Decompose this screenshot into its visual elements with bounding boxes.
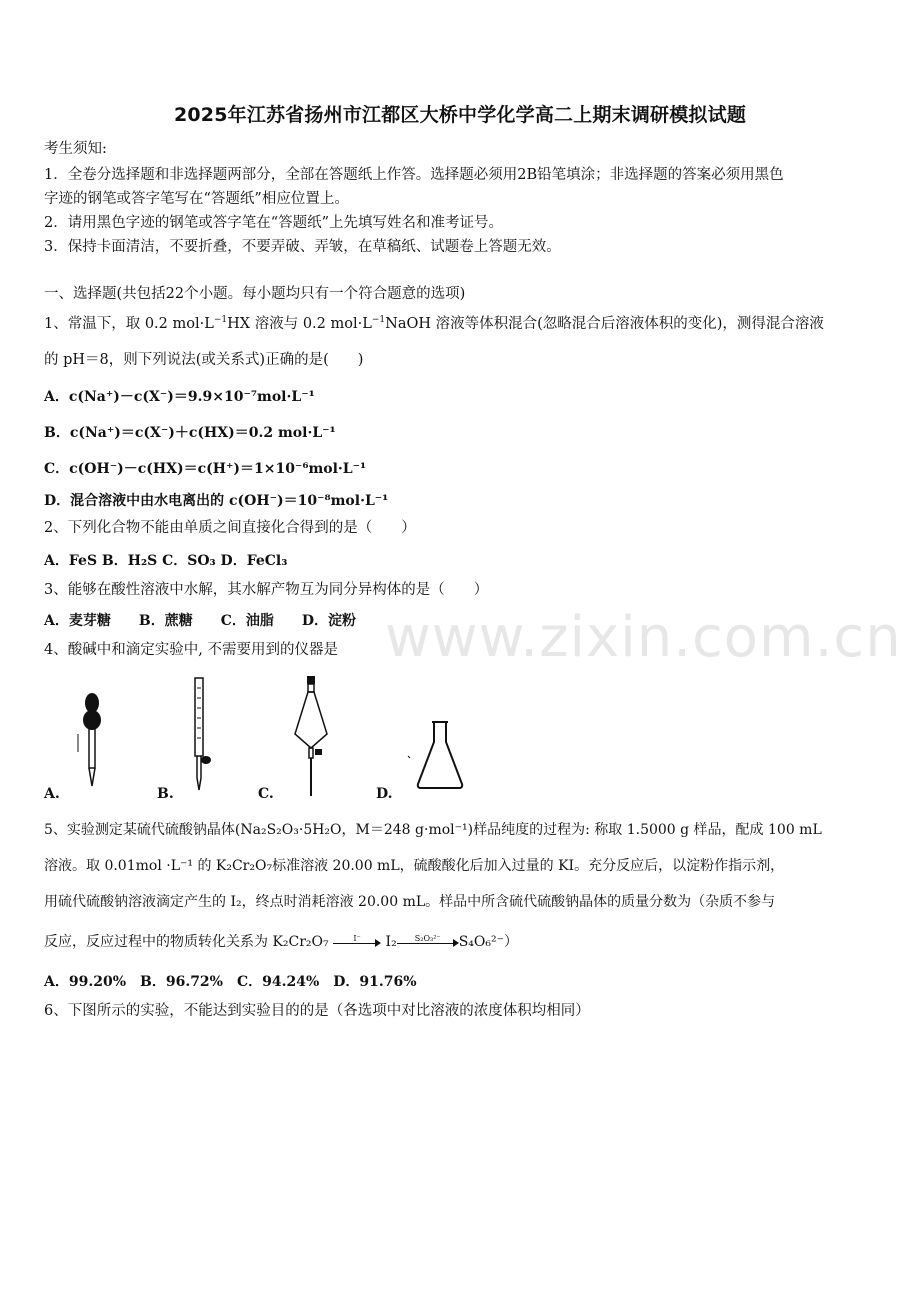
q5-options: A．99.20% B．96.72% C．94.24% D．91.76% <box>44 974 417 990</box>
question-5-stem-2: 溶液。取 0.01mol ·L⁻¹ 的 K₂Cr₂O₇标准溶液 20.00 mL，硫酸酸化后加入过量的 KI。充分反应后，以淀粉作指示剂， <box>44 858 785 874</box>
q2-options: A．FeS B．H₂S C．SO₃ D．FeCl₃ <box>44 553 288 569</box>
q1-text-c: NaOH 溶液等体积混合(忽略混合后溶液体积的变化)，测得混合溶液 <box>385 316 824 332</box>
q5-reaction-start: 反应，反应过程中的物质转化关系为 K₂Cr₂O₇ <box>44 934 329 950</box>
arrow-2-label: S₂O₃²⁻ <box>414 934 441 943</box>
q1-option-b: B．c(Na⁺)＝c(X⁻)＋c(HX)＝0.2 mol·L⁻¹ <box>44 425 336 441</box>
section-heading: 一、选择题(共包括22个小题。每小题均只有一个符合题意的选项) <box>44 286 466 302</box>
q1-option-a: A．c(Na⁺)－c(X⁻)＝9.9×10⁻⁷mol·L⁻¹ <box>44 389 315 405</box>
q4-label-b: B. <box>157 786 174 802</box>
notice-item-3: 3．保持卡面清洁，不要折叠，不要弄破、弄皱，在草稿纸、试题卷上答题无效。 <box>44 239 561 255</box>
question-5-stem-4 <box>44 932 518 952</box>
q4-label-d: D. <box>376 786 393 802</box>
reaction-arrow-2 <box>397 935 459 949</box>
q4-label-c: C. <box>258 786 274 802</box>
question-2-stem: 2、下列化合物不能由单质之间直接化合得到的是（ ） <box>44 520 416 536</box>
question-1-stem-cont: 的 pH＝8，则下列说法(或关系式)正确的是( ) <box>44 352 364 368</box>
question-1-stem <box>44 314 824 334</box>
q5-reaction-mid: I₂ <box>385 934 397 950</box>
page-title: 2025年江苏省扬州市江都区大桥中学化学高二上期末调研模拟试题 <box>173 104 747 126</box>
q1-option-c: C．c(OH⁻)－c(HX)＝c(H⁺)＝1×10⁻⁶mol·L⁻¹ <box>44 461 367 477</box>
arrow-1-label: I⁻ <box>353 934 361 943</box>
separatory-funnel-icon <box>292 676 332 798</box>
q5-reaction-end: S₄O₆²⁻） <box>458 934 518 950</box>
q1-sup-1: −1 <box>213 315 228 326</box>
question-3-stem: 3、能够在酸性溶液中水解，其水解产物互为同分异构体的是（ ） <box>44 582 489 598</box>
notice-item-2: 2．请用黑色字迹的钢笔或答字笔在“答题纸”上先填写姓名和准考证号。 <box>44 215 504 231</box>
watermark: www.zixin.com.cn <box>385 605 902 670</box>
question-5-stem: 5、实验测定某硫代硫酸钠晶体(Na₂S₂O₃·5H₂O，M＝248 g·mol⁻¹)样品纯度的过程为: 称取 1.5000 g 样品，配成 100 mL <box>44 822 822 838</box>
question-5-stem-3: 用硫代硫酸钠溶液滴定产生的 I₂，终点时消耗溶液 20.00 mL。样品中所含硫代硫酸钠晶体的质量分数为（杂质不参与 <box>44 894 776 910</box>
q3-options: A．麦芽糖 B．蔗糖 C．油脂 D．淀粉 <box>44 613 356 629</box>
q1-text-b: HX 溶液与 0.2 mol·L <box>227 316 372 332</box>
reaction-arrow-1 <box>333 935 381 949</box>
q1-sup-2: −1 <box>371 315 386 326</box>
notice-item-1-cont: 字迹的钢笔或答字笔写在“答题纸”相应位置上。 <box>44 191 349 207</box>
notice-item-1: 1．全卷分选择题和非选择题两部分，全部在答题纸上作答。选择题必须用2B铅笔填涂；非选择题的答案必须用黑色 <box>44 167 784 183</box>
q1-text-a: 1、常温下，取 0.2 mol·L <box>44 316 214 332</box>
dropper-icon <box>72 692 112 792</box>
notice-heading: 考生须知: <box>44 141 107 157</box>
question-4-stem: 4、酸碱中和滴定实验中, 不需要用到的仪器是 <box>44 642 338 658</box>
q1-option-d: D．混合溶液中由水电离出的 c(OH⁻)＝10⁻⁸mol·L⁻¹ <box>44 493 389 509</box>
burette-icon <box>185 678 215 798</box>
q4-label-a: A. <box>44 786 60 802</box>
question-6-stem: 6、下图所示的实验，不能达到实验目的的是（各选项中对比溶液的浓度体积均相同） <box>44 1003 590 1019</box>
conical-flask-icon <box>408 720 472 792</box>
